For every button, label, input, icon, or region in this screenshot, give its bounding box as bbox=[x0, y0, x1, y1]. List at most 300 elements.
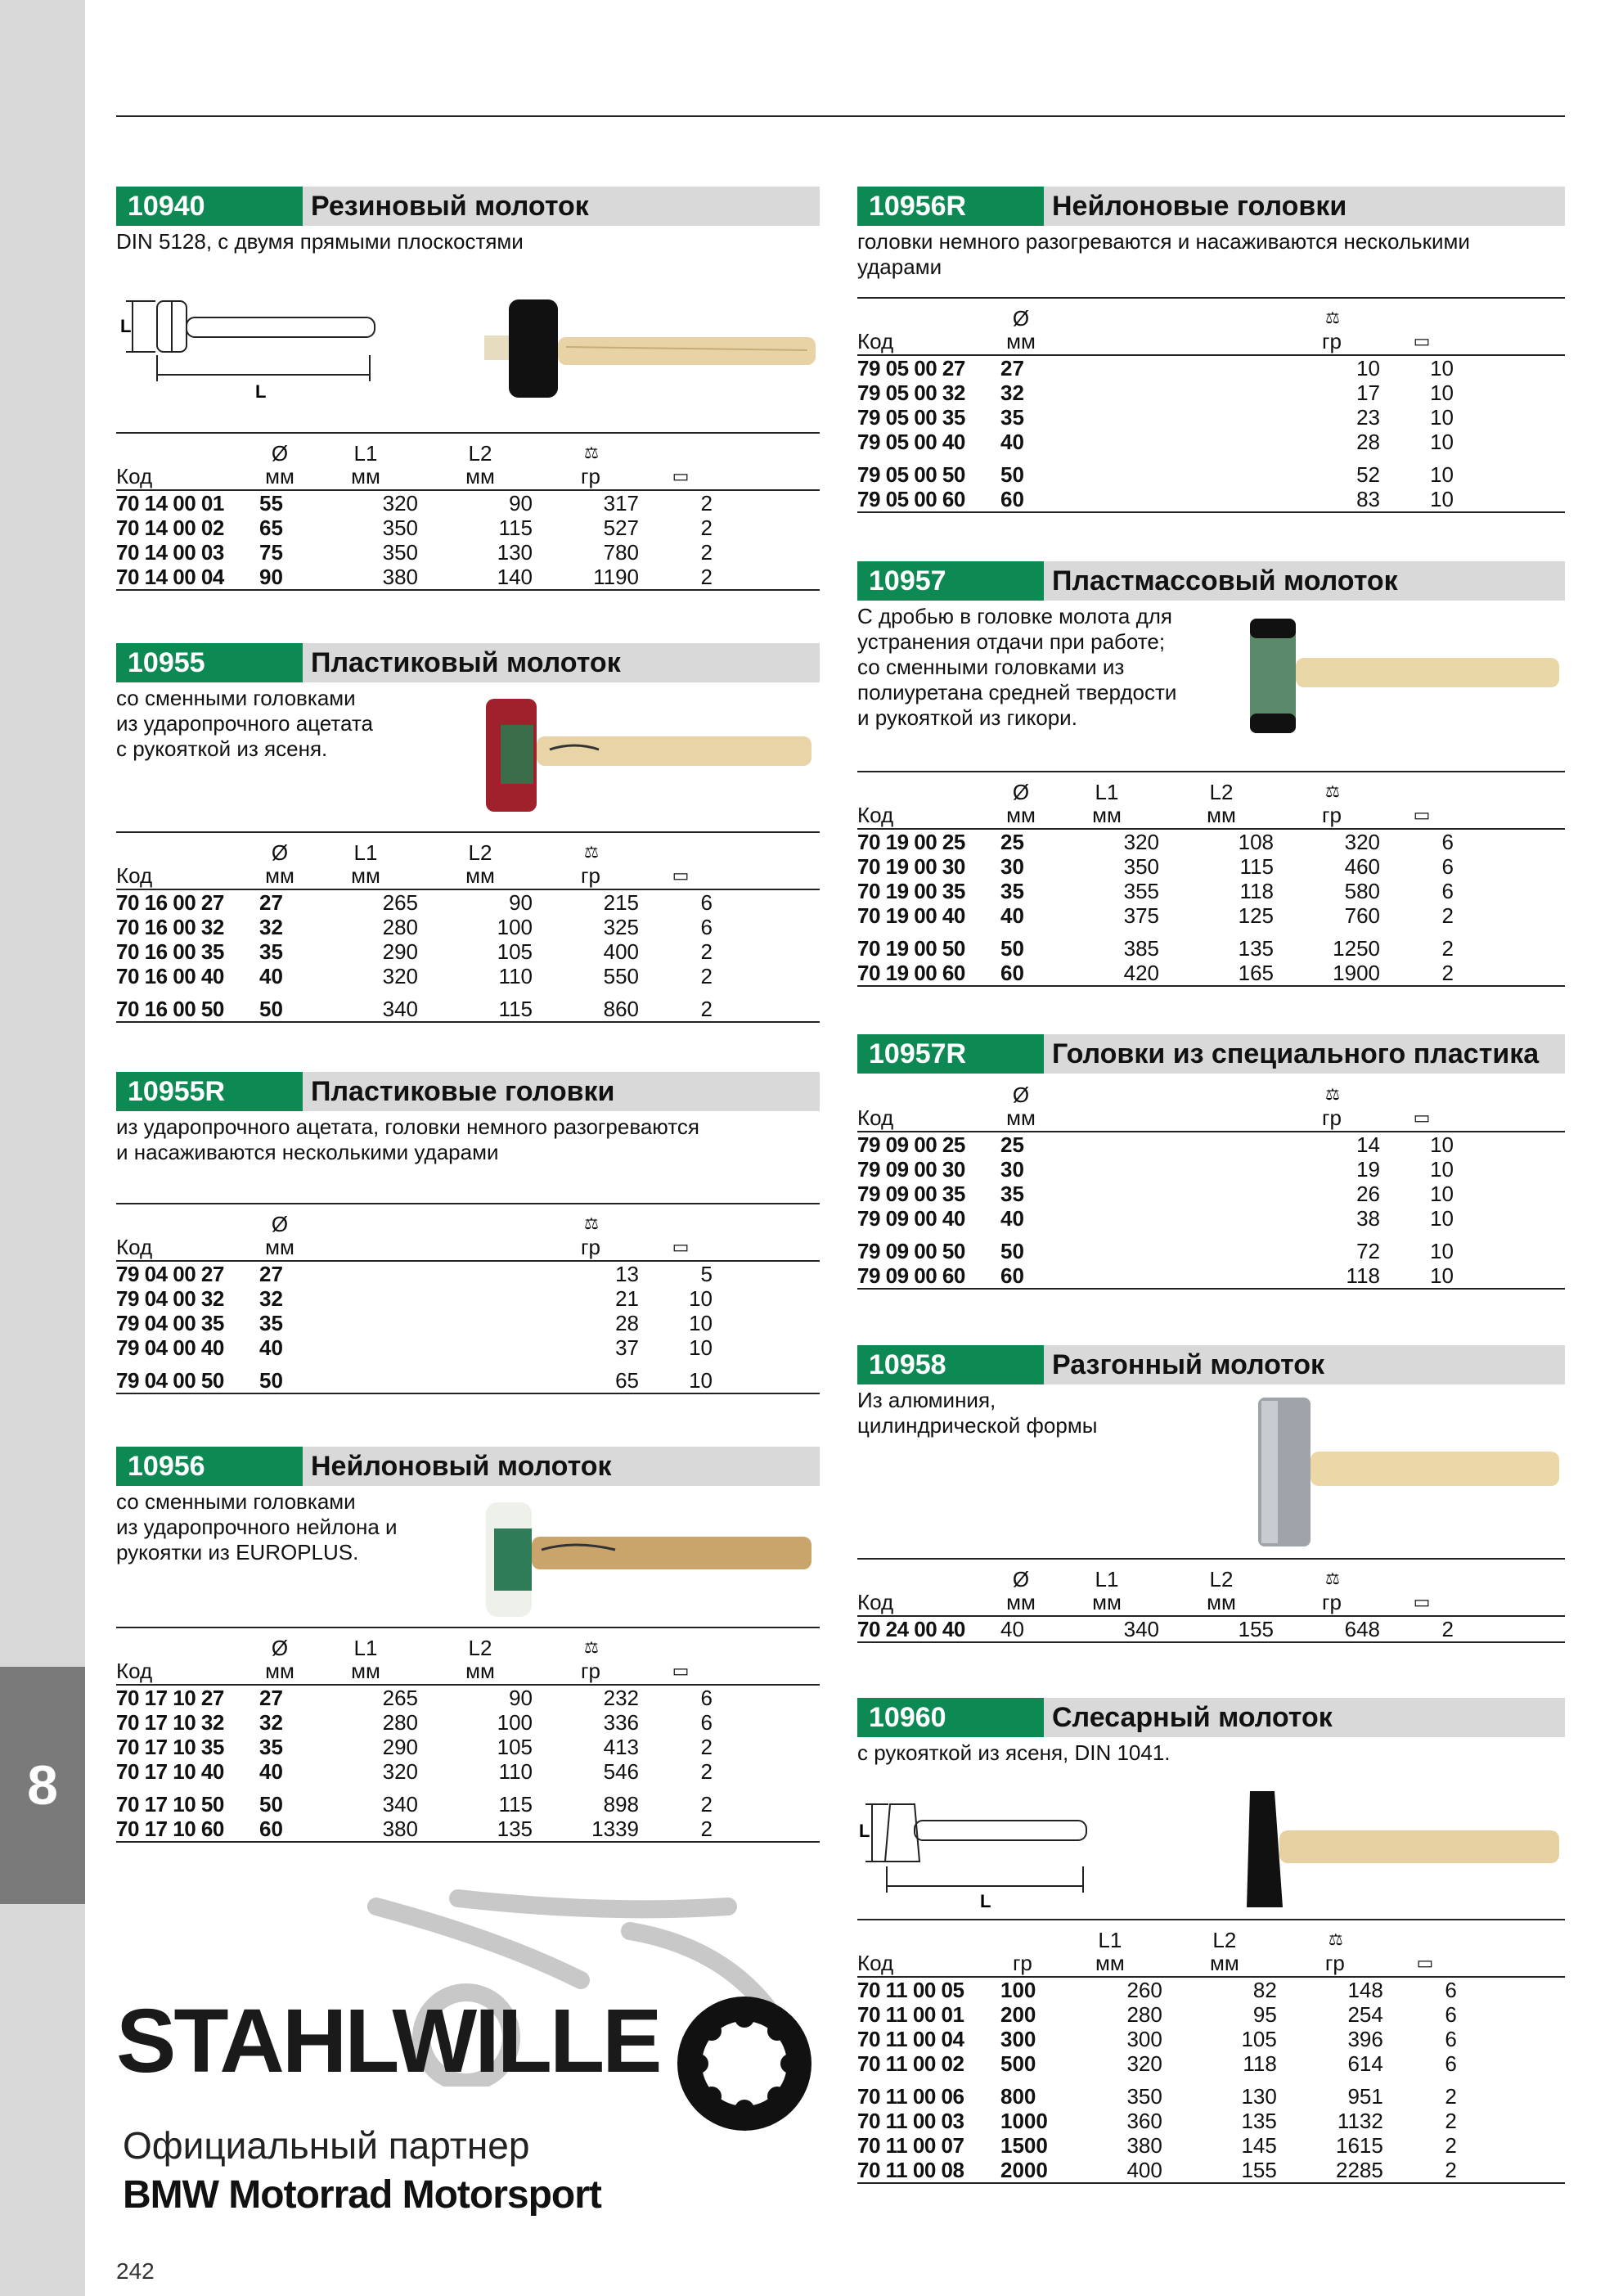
table-cell: 1900 bbox=[1279, 961, 1385, 986]
table-cell: 19 bbox=[1356, 1157, 1380, 1182]
spec-table bbox=[857, 1919, 1565, 2184]
label-text: гр bbox=[1322, 1590, 1342, 1614]
table-cell: 340 bbox=[382, 1792, 418, 1817]
table-cell bbox=[1459, 405, 1565, 430]
svg-text:L: L bbox=[980, 1891, 991, 1911]
label-text: L1 bbox=[353, 1636, 378, 1660]
table-cell: 1615 bbox=[1336, 2133, 1383, 2158]
column-header bbox=[717, 1627, 820, 1685]
section-10957R bbox=[857, 1034, 1565, 1312]
table-cell: 280 bbox=[382, 915, 418, 939]
label-text bbox=[644, 1635, 717, 1658]
package-icon: ▭ bbox=[1413, 331, 1431, 351]
section-title: Пластмассовый молоток bbox=[1052, 565, 1398, 597]
table-cell: 10 bbox=[1385, 1263, 1459, 1289]
table-cell bbox=[1164, 454, 1279, 487]
column-header bbox=[717, 832, 820, 889]
table-row bbox=[116, 1311, 820, 1335]
table-cell: 10 bbox=[1430, 356, 1454, 380]
table-cell: 32 bbox=[259, 1710, 283, 1735]
table-cell: 265 bbox=[382, 1686, 418, 1710]
table-cell bbox=[717, 540, 820, 565]
table-cell: 79 05 00 27 bbox=[857, 356, 965, 380]
table-cell bbox=[717, 1710, 820, 1735]
table-cell: 79 04 00 35 bbox=[116, 1311, 224, 1335]
table-cell: 13 bbox=[615, 1262, 639, 1286]
column-header bbox=[644, 832, 717, 889]
label-text: мм bbox=[1006, 1590, 1036, 1614]
column-header bbox=[1050, 1075, 1164, 1132]
label-text bbox=[1385, 305, 1459, 328]
table-cell bbox=[1459, 961, 1565, 986]
table-cell: 35 bbox=[1000, 879, 1024, 903]
spec-table bbox=[116, 432, 820, 591]
section-description: DIN 5128, с двумя прямыми плоскостями bbox=[116, 229, 524, 254]
column-header bbox=[717, 1204, 820, 1261]
table-cell: 580 bbox=[1344, 879, 1380, 903]
table-cell: 2 bbox=[644, 1817, 717, 1842]
table-cell: 70 11 00 03 bbox=[857, 2109, 964, 2133]
table-cell: 17 bbox=[1356, 380, 1380, 405]
table-cell: 951 bbox=[1347, 2084, 1383, 2109]
section-header bbox=[116, 187, 820, 226]
table-cell bbox=[1459, 1231, 1565, 1263]
label-text: мм bbox=[465, 464, 495, 488]
dead-blow-hammer-photo bbox=[1217, 610, 1565, 741]
label-text: Код bbox=[857, 1951, 894, 1975]
table-cell: 350 bbox=[1123, 854, 1159, 879]
label-text: Ø bbox=[1012, 1083, 1030, 1107]
table-cell: 35 bbox=[259, 939, 283, 964]
section-header bbox=[116, 1447, 820, 1486]
table-row bbox=[116, 515, 820, 540]
table-cell: 6 bbox=[1441, 854, 1454, 879]
table-cell bbox=[1459, 454, 1565, 487]
table-cell: 2 bbox=[1385, 961, 1459, 986]
table-cell: 100 bbox=[497, 1710, 533, 1735]
label-text: мм bbox=[1006, 1105, 1036, 1130]
scales-icon: ⚖ bbox=[1325, 1086, 1338, 1104]
table-cell: 82 bbox=[1252, 1978, 1277, 2002]
table-cell: 60 bbox=[992, 1263, 1050, 1289]
section-10960 bbox=[857, 1698, 1565, 2189]
table-cell: 155 bbox=[1167, 2158, 1282, 2183]
table-cell: 320 bbox=[1126, 2051, 1162, 2076]
column-header bbox=[644, 1627, 717, 1685]
table-cell bbox=[1050, 1231, 1164, 1263]
section-10955R bbox=[116, 1072, 820, 1416]
svg-text:L: L bbox=[859, 1821, 870, 1841]
table-row bbox=[857, 487, 1565, 512]
table-cell: 108 bbox=[1238, 830, 1274, 854]
scales-icon: ⚖ bbox=[584, 444, 597, 462]
label-text: Код bbox=[857, 1590, 894, 1614]
table-cell: 130 bbox=[497, 540, 533, 565]
table-cell bbox=[1462, 2076, 1565, 2109]
table-cell bbox=[717, 1261, 820, 1286]
table-cell: 79 09 00 50 bbox=[857, 1239, 965, 1263]
label-text: мм bbox=[1209, 1951, 1239, 1975]
table-cell: 2 bbox=[700, 939, 713, 964]
column-header bbox=[1459, 772, 1565, 829]
section-header bbox=[857, 1034, 1565, 1074]
table-cell: 648 bbox=[1279, 1616, 1385, 1642]
table-cell: 420 bbox=[1050, 961, 1164, 986]
section-header bbox=[116, 643, 820, 682]
section-description: со сменными головками из ударопрочного нейлона и рукоятки из EUROPLUS. bbox=[116, 1489, 398, 1564]
section-10940 bbox=[116, 187, 820, 604]
article-code: 10960 bbox=[857, 1698, 1044, 1737]
table-cell: 340 bbox=[1050, 1616, 1164, 1642]
table-cell: 90 bbox=[509, 890, 533, 915]
table-cell: 2 bbox=[1388, 2158, 1462, 2183]
table-cell: 215 bbox=[603, 890, 639, 915]
table-cell bbox=[717, 1286, 820, 1311]
table-cell: 10 bbox=[644, 1360, 717, 1393]
table-row bbox=[857, 405, 1565, 430]
spec-table bbox=[857, 771, 1565, 987]
nylon-hammer-photo bbox=[476, 1496, 820, 1618]
table-cell: 35 bbox=[259, 1311, 283, 1335]
table-row bbox=[857, 1977, 1565, 2002]
table-cell: 1190 bbox=[537, 565, 644, 590]
label-text bbox=[992, 1929, 1053, 1952]
table-part bbox=[116, 832, 820, 889]
table-cell bbox=[1462, 2027, 1565, 2051]
table-cell bbox=[717, 1311, 820, 1335]
column-header bbox=[1050, 1559, 1164, 1616]
package-icon: ▭ bbox=[672, 1660, 690, 1681]
table-cell: 2 bbox=[700, 491, 713, 515]
table-cell: 260 bbox=[1126, 1978, 1162, 2002]
table-row bbox=[857, 454, 1565, 487]
column-header bbox=[1385, 1075, 1459, 1132]
table-cell: 860 bbox=[537, 988, 644, 1022]
table-cell: 200 bbox=[1000, 2002, 1036, 2027]
table-row bbox=[116, 1759, 820, 1784]
column-header bbox=[251, 433, 308, 490]
table-cell: 780 bbox=[603, 540, 639, 565]
label-text: мм bbox=[1095, 1951, 1125, 1975]
table-cell: 50 bbox=[259, 1792, 283, 1817]
table-row bbox=[857, 1616, 1565, 1642]
table-cell: 350 bbox=[1126, 2084, 1162, 2109]
table-cell bbox=[1462, 2158, 1565, 2183]
table-cell bbox=[1459, 1616, 1565, 1642]
table-row bbox=[857, 1157, 1565, 1182]
article-code: 10957R bbox=[857, 1034, 1044, 1074]
table-cell: 145 bbox=[1241, 2133, 1277, 2158]
table-row bbox=[116, 490, 820, 515]
table-cell: 400 bbox=[1053, 2158, 1167, 2183]
table-cell: 265 bbox=[382, 890, 418, 915]
label-text: Ø bbox=[271, 1212, 289, 1236]
table-cell: 70 14 00 01 bbox=[116, 491, 224, 515]
table-cell: 70 14 00 04 bbox=[116, 565, 251, 590]
table-cell: 290 bbox=[382, 1735, 418, 1759]
column-header bbox=[992, 1920, 1053, 1977]
table-row bbox=[857, 1206, 1565, 1231]
table-cell bbox=[1164, 1206, 1279, 1231]
section-10957 bbox=[857, 561, 1565, 1020]
label-text: Код bbox=[116, 863, 153, 888]
table-cell: 60 bbox=[992, 961, 1050, 986]
table-cell bbox=[308, 1286, 423, 1311]
label-text: Ø bbox=[271, 840, 289, 865]
table-row bbox=[116, 1710, 820, 1735]
table-cell: 10 bbox=[1356, 356, 1380, 380]
scales-icon: ⚖ bbox=[584, 844, 597, 862]
table-row bbox=[116, 1335, 820, 1360]
column-header bbox=[308, 433, 423, 490]
table-cell bbox=[1459, 1263, 1565, 1289]
table-cell: 26 bbox=[1356, 1182, 1380, 1206]
table-cell bbox=[717, 1335, 820, 1360]
table-cell: 6 bbox=[1445, 1978, 1457, 2002]
table-cell: 70 11 00 05 bbox=[857, 1978, 964, 2002]
table-cell: 50 bbox=[1000, 936, 1024, 961]
table-cell: 70 19 00 30 bbox=[857, 854, 965, 879]
table-row bbox=[116, 1817, 820, 1842]
table-cell: 6 bbox=[1445, 2002, 1457, 2027]
table-cell bbox=[1164, 487, 1279, 512]
table-cell: 52 bbox=[1356, 462, 1380, 487]
table-cell: 79 04 00 27 bbox=[116, 1262, 224, 1286]
table-cell: 10 bbox=[1430, 430, 1454, 454]
table-cell bbox=[717, 490, 820, 515]
table-row bbox=[857, 2027, 1565, 2051]
table-cell: 155 bbox=[1164, 1616, 1279, 1642]
section-title: Головки из специального пластика bbox=[1052, 1038, 1540, 1069]
table-cell: 110 bbox=[498, 1759, 533, 1784]
table-cell: 70 16 00 50 bbox=[116, 988, 251, 1022]
column-header bbox=[423, 1204, 537, 1261]
label-text: Код bbox=[857, 803, 894, 827]
table-cell: 400 bbox=[603, 939, 639, 964]
column-header bbox=[423, 433, 537, 490]
label-text: гр bbox=[581, 1659, 600, 1683]
label-text: Код bbox=[116, 464, 153, 488]
table-cell: 1250 bbox=[1333, 936, 1380, 961]
table-cell: 1339 bbox=[537, 1817, 644, 1842]
table-cell: 10 bbox=[1430, 1206, 1454, 1231]
column-header bbox=[251, 1627, 308, 1685]
table-cell: 27 bbox=[259, 1686, 283, 1710]
table-cell: 21 bbox=[615, 1286, 639, 1311]
table-cell: 2 bbox=[1445, 2084, 1457, 2109]
table-cell: 79 09 00 35 bbox=[857, 1182, 965, 1206]
table-cell bbox=[717, 939, 820, 964]
table-cell: 35 bbox=[1000, 1182, 1024, 1206]
table-cell: 800 bbox=[1000, 2084, 1036, 2109]
table-cell bbox=[1459, 928, 1565, 961]
table-cell: 290 bbox=[382, 939, 418, 964]
table-cell: 23 bbox=[1356, 405, 1380, 430]
label-text bbox=[1385, 779, 1459, 802]
table-part bbox=[857, 1559, 1565, 1616]
table-cell: 2 bbox=[1441, 903, 1454, 928]
table-cell: 6 bbox=[700, 1686, 713, 1710]
table-row bbox=[857, 961, 1565, 986]
table-cell: 2 bbox=[1445, 2109, 1457, 2133]
table-row bbox=[116, 1360, 820, 1393]
article-code: 10955 bbox=[116, 643, 303, 682]
label-text: мм bbox=[265, 464, 294, 488]
table-cell bbox=[1050, 380, 1164, 405]
scales-icon: ⚖ bbox=[1325, 783, 1338, 801]
table-cell: 10 bbox=[1385, 487, 1459, 512]
table-cell bbox=[1459, 1132, 1565, 1157]
column-header bbox=[1164, 298, 1279, 355]
table-cell: 50 bbox=[251, 988, 308, 1022]
label-text bbox=[857, 1929, 992, 1952]
table-cell: 70 14 00 02 bbox=[116, 515, 224, 540]
table-cell: 70 11 00 06 bbox=[857, 2084, 964, 2109]
table-cell: 105 bbox=[497, 939, 533, 964]
spec-table bbox=[116, 1203, 820, 1394]
column-header bbox=[423, 832, 537, 889]
table-row bbox=[116, 889, 820, 915]
table-cell: 10 bbox=[1430, 405, 1454, 430]
table-row bbox=[116, 1735, 820, 1759]
table-cell: 320 bbox=[382, 964, 418, 988]
table-cell bbox=[1459, 1206, 1565, 1231]
table-part bbox=[116, 1627, 820, 1685]
section-title: Нейлоновые головки bbox=[1052, 191, 1347, 222]
table-row bbox=[857, 928, 1565, 961]
table-cell bbox=[423, 1261, 537, 1286]
table-part bbox=[116, 433, 820, 490]
left-margin-strip bbox=[0, 0, 85, 2296]
spec-rows bbox=[116, 490, 820, 590]
label-text bbox=[116, 1213, 251, 1236]
column-header bbox=[857, 1920, 992, 1977]
table-cell: 5 bbox=[700, 1262, 713, 1286]
table-row bbox=[857, 2158, 1565, 2183]
table-cell: 50 bbox=[251, 1360, 308, 1393]
aluminum-hammer-photo bbox=[1217, 1393, 1565, 1548]
table-cell: 90 bbox=[509, 1686, 533, 1710]
spec-rows bbox=[857, 355, 1565, 512]
table-row bbox=[857, 1182, 1565, 1206]
table-part bbox=[116, 433, 820, 490]
table-cell bbox=[1164, 1231, 1279, 1263]
table-cell: 10 bbox=[1430, 462, 1454, 487]
table-cell: 380 bbox=[1126, 2133, 1162, 2158]
column-header bbox=[1279, 772, 1385, 829]
section-header bbox=[857, 561, 1565, 601]
section-description: со сменными головками из ударопрочного ацетата с рукояткой из ясеня. bbox=[116, 686, 373, 761]
label-text: L1 bbox=[353, 840, 378, 865]
table-cell: 6 bbox=[1445, 2027, 1457, 2051]
table-cell: 280 bbox=[1126, 2002, 1162, 2027]
table-cell: 105 bbox=[1241, 2027, 1277, 2051]
spec-rows bbox=[857, 1616, 1565, 1642]
table-cell bbox=[423, 1286, 537, 1311]
label-text bbox=[857, 1083, 992, 1106]
table-cell: 10 bbox=[689, 1311, 713, 1335]
table-cell: 1000 bbox=[1000, 2109, 1048, 2133]
table-cell bbox=[1459, 487, 1565, 512]
table-part bbox=[116, 1627, 820, 1685]
column-header bbox=[1385, 298, 1459, 355]
column-header bbox=[1279, 1559, 1385, 1616]
label-text: мм bbox=[465, 1659, 495, 1683]
section-title: Нейлоновый молоток bbox=[311, 1451, 612, 1482]
table-cell: 413 bbox=[603, 1735, 639, 1759]
table-cell: 28 bbox=[615, 1311, 639, 1335]
spec-rows bbox=[116, 1261, 820, 1393]
table-cell: 70 16 00 27 bbox=[116, 890, 224, 915]
table-cell: 70 11 00 01 bbox=[857, 2002, 964, 2027]
table-row bbox=[857, 879, 1565, 903]
section-title: Пластиковые головки bbox=[311, 1076, 615, 1107]
table-cell bbox=[1459, 903, 1565, 928]
spec-rows bbox=[116, 1685, 820, 1842]
table-cell: 79 09 00 30 bbox=[857, 1157, 965, 1182]
table-cell: 70 19 00 25 bbox=[857, 830, 965, 854]
table-row bbox=[116, 939, 820, 964]
table-cell: 30 bbox=[1000, 854, 1024, 879]
table-row bbox=[116, 964, 820, 988]
spec-rows bbox=[116, 889, 820, 1022]
table-cell: 40 bbox=[1000, 903, 1024, 928]
column-header bbox=[992, 1559, 1050, 1616]
table-row bbox=[857, 2109, 1565, 2133]
table-cell: 118 bbox=[1239, 879, 1274, 903]
section-header bbox=[857, 1345, 1565, 1384]
table-cell: 50 bbox=[1000, 462, 1024, 487]
table-cell bbox=[1459, 829, 1565, 854]
label-text: STAHLWILLE bbox=[116, 1991, 660, 2091]
column-header bbox=[1459, 1559, 1565, 1616]
label-text: L2 bbox=[1209, 780, 1234, 804]
table-part bbox=[857, 298, 1565, 355]
table-row bbox=[857, 355, 1565, 380]
table-cell: 28 bbox=[1356, 430, 1380, 454]
label-text: Код bbox=[116, 1235, 153, 1259]
label-text bbox=[857, 307, 992, 330]
column-header bbox=[1279, 1075, 1385, 1132]
table-cell: 115 bbox=[1239, 854, 1274, 879]
label-text: мм bbox=[265, 1235, 294, 1259]
table-cell bbox=[1462, 2051, 1565, 2076]
column-header bbox=[1282, 1920, 1388, 1977]
table-cell: 125 bbox=[1238, 903, 1274, 928]
table-cell: 79 09 00 25 bbox=[857, 1132, 965, 1157]
package-icon: ▭ bbox=[672, 1236, 690, 1257]
label-text: Код bbox=[857, 1105, 894, 1130]
table-cell: 14 bbox=[1356, 1132, 1380, 1157]
table-cell bbox=[1164, 1182, 1279, 1206]
table-cell: 130 bbox=[1241, 2084, 1277, 2109]
label-text: L1 bbox=[1098, 1928, 1122, 1952]
section-description: Из алюминия, цилиндрической формы bbox=[857, 1388, 1098, 1438]
table-cell: 2 bbox=[700, 540, 713, 565]
table-part bbox=[857, 1075, 1565, 1132]
label-text: гр bbox=[581, 464, 600, 488]
table-part bbox=[116, 832, 820, 889]
table-cell: 79 04 00 40 bbox=[116, 1335, 224, 1360]
section-header bbox=[857, 187, 1565, 226]
table-cell: 2 bbox=[1385, 1616, 1459, 1642]
table-cell: 350 bbox=[382, 515, 418, 540]
column-header bbox=[1053, 1920, 1167, 1977]
svg-text:L: L bbox=[120, 316, 132, 336]
section-header bbox=[857, 1698, 1565, 1737]
table-part bbox=[857, 1920, 1565, 1977]
column-header bbox=[992, 1075, 1050, 1132]
